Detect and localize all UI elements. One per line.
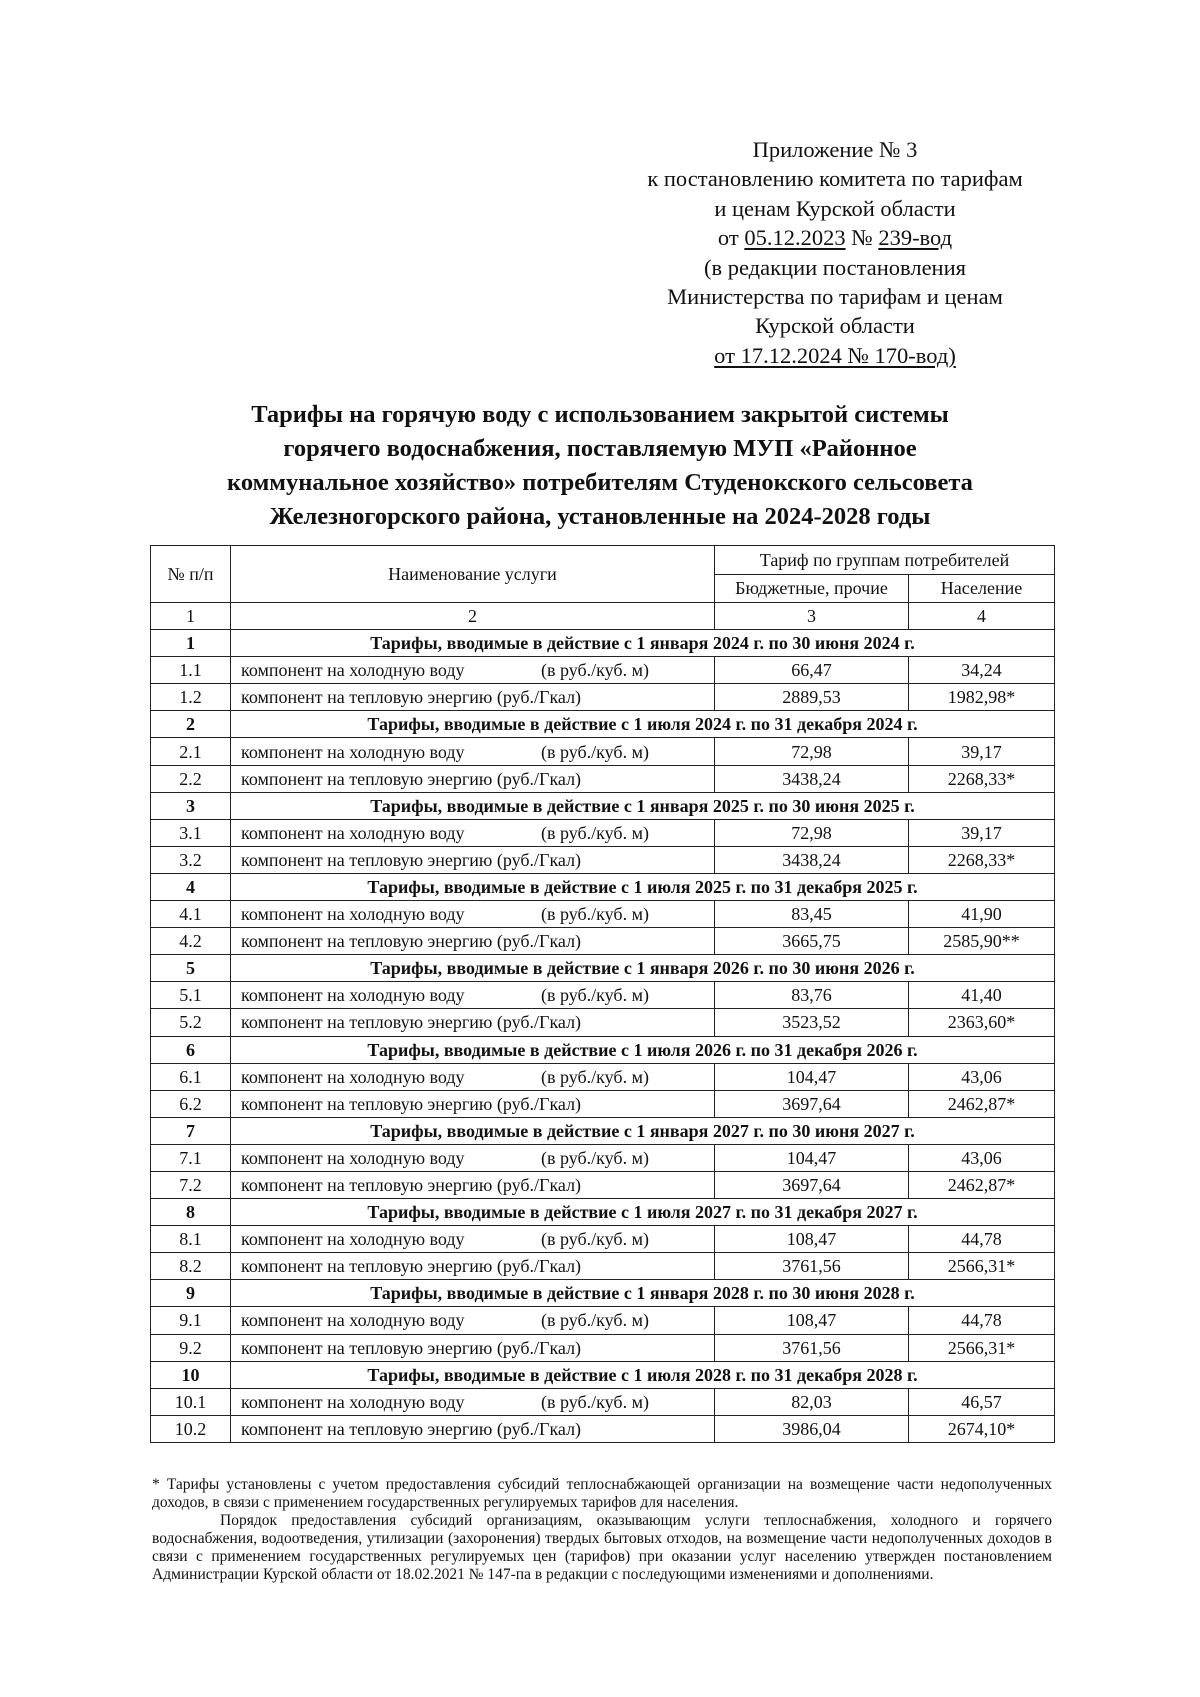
section-title: Тарифы, вводимые в действие с 1 января 2026 г. по 30 июня 2026 г. [231,955,1055,982]
row-number: 4.1 [151,901,231,928]
service-name [231,657,715,684]
section-title: Тарифы, вводимые в действие с 1 июля 2024 г. по 31 декабря 2024 г. [231,711,1055,738]
budget-tariff: 66,47 [715,657,909,684]
service-name [231,1090,715,1117]
service-name [231,1226,715,1253]
table-row [151,1415,1055,1442]
cold-water-component: компонент на холодную воду [241,985,465,1006]
cold-water-unit: (в руб./куб. м) [541,741,649,762]
header-tariff-group: Тариф по группам потребителей [715,546,1055,575]
footnote-subsidy: * Тарифы установлены с учетом предоставления субсидий теплоснабжающей организации на возмещение части недополученных доходов, в связи с применением государственных регулируемых тарифов для населения. [152,1476,1052,1511]
budget-tariff: 72,98 [715,738,909,765]
appendix-number-sign: № [845,225,879,251]
service-label [235,1173,710,1197]
cold-water-component: компонент на холодную воду [241,904,465,925]
cold-water-component: компонент на холодную воду [241,822,465,843]
cold-water-unit: (в руб./куб. м) [541,822,649,843]
budget-tariff: 104,47 [715,1144,909,1171]
table-row [151,846,1055,873]
table-header-row [151,546,1055,575]
population-tariff: 41,90 [909,901,1055,928]
service-label [235,1308,710,1332]
population-tariff: 2268,33* [909,765,1055,792]
budget-tariff: 3438,24 [715,846,909,873]
table-row [151,1307,1055,1334]
service-label [235,685,710,709]
row-number: 6.1 [151,1063,231,1090]
table-row [151,1144,1055,1171]
row-number: 1.1 [151,657,231,684]
title-line-2: горячего водоснабжения, поставляемую МУП «Районное [283,435,917,462]
table-row [151,819,1055,846]
table-row [151,1009,1055,1036]
section-number: 8 [151,1199,231,1226]
service-label [235,1010,710,1034]
row-number: 8.2 [151,1253,231,1280]
budget-tariff: 72,98 [715,819,909,846]
section-number: 9 [151,1280,231,1307]
budget-tariff: 3761,56 [715,1253,909,1280]
section-title: Тарифы, вводимые в действие с 1 июля 2026 г. по 31 декабря 2026 г. [231,1036,1055,1063]
budget-tariff: 3665,75 [715,928,909,955]
column-number: 4 [909,603,1055,630]
section-row [151,873,1055,900]
document-title [150,398,1050,534]
budget-tariff: 3438,24 [715,765,909,792]
column-number: 3 [715,603,909,630]
table-row [151,901,1055,928]
heat-energy-component: компонент на тепловую энергию (руб./Гкал) [241,768,582,789]
service-label [235,929,710,953]
budget-tariff: 3986,04 [715,1415,909,1442]
cold-water-unit: (в руб./куб. м) [541,1229,649,1250]
population-tariff: 2268,33* [909,846,1055,873]
service-name [231,1307,715,1334]
appendix-line-3: и ценам Курской области [714,195,956,221]
section-row [151,1036,1055,1063]
section-title: Тарифы, вводимые в действие с 1 января 2024 г. по 30 июня 2024 г. [231,630,1055,657]
budget-tariff: 104,47 [715,1063,909,1090]
section-number: 1 [151,630,231,657]
population-tariff: 2462,87* [909,1171,1055,1198]
service-label [235,1227,710,1251]
population-tariff: 2566,31* [909,1253,1055,1280]
section-number: 7 [151,1117,231,1144]
table-row [151,928,1055,955]
population-tariff: 46,57 [909,1388,1055,1415]
service-name [231,819,715,846]
section-row [151,1199,1055,1226]
appendix-line-1: Приложение № 3 [752,137,918,162]
section-number: 4 [151,873,231,900]
row-number: 5.2 [151,1009,231,1036]
row-number: 3.2 [151,846,231,873]
column-number: 1 [151,603,231,630]
row-number: 9.2 [151,1334,231,1361]
row-number: 2.1 [151,738,231,765]
cold-water-component: компонент на холодную воду [241,1066,465,1087]
population-tariff: 44,78 [909,1307,1055,1334]
row-number: 10.2 [151,1415,231,1442]
appendix-line-2: к постановлению комитета по тарифам [647,166,1023,192]
service-label [235,1146,710,1170]
section-title: Тарифы, вводимые в действие с 1 июля 2027 г. по 31 декабря 2027 г. [231,1199,1055,1226]
service-label [235,821,710,845]
appendix-header [600,135,1070,370]
service-label [235,983,710,1007]
section-row [151,711,1055,738]
cold-water-component: компонент на холодную воду [241,1310,465,1331]
population-tariff: 1982,98* [909,684,1055,711]
row-number: 1.2 [151,684,231,711]
cold-water-unit: (в руб./куб. м) [541,1066,649,1087]
service-label [235,767,710,791]
population-tariff: 39,17 [909,819,1055,846]
budget-tariff: 3697,64 [715,1171,909,1198]
row-number: 7.1 [151,1144,231,1171]
service-label [235,1390,710,1414]
row-number: 3.1 [151,819,231,846]
section-number: 3 [151,792,231,819]
appendix-date: 05.12.2023 [744,225,846,251]
section-title: Тарифы, вводимые в действие с 1 января 2028 г. по 30 июня 2028 г. [231,1280,1055,1307]
table-row [151,765,1055,792]
service-label [235,658,710,682]
cold-water-component: компонент на холодную воду [241,1229,465,1250]
population-tariff: 43,06 [909,1144,1055,1171]
appendix-line-8: от 17.12.2024 № 170-вод) [714,342,956,368]
service-name [231,982,715,1009]
appendix-number: 239-вод [878,225,953,251]
column-number-row [151,603,1055,630]
population-tariff: 41,40 [909,982,1055,1009]
cold-water-unit: (в руб./куб. м) [541,1310,649,1331]
service-label [235,1065,710,1089]
cold-water-component: компонент на холодную воду [241,1391,465,1412]
section-title: Тарифы, вводимые в действие с 1 июля 2025 г. по 31 декабря 2025 г. [231,873,1055,900]
population-tariff: 39,17 [909,738,1055,765]
title-line-1: Тарифы на горячую воду с использованием закрытой системы [251,401,949,428]
service-label [235,1336,710,1360]
service-label [235,1254,710,1278]
population-tariff: 34,24 [909,657,1055,684]
cold-water-unit: (в руб./куб. м) [541,1147,649,1168]
service-name [231,928,715,955]
cold-water-component: компонент на холодную воду [241,660,465,681]
heat-energy-component: компонент на тепловую энергию (руб./Гкал) [241,849,582,870]
service-name [231,1388,715,1415]
table-row [151,982,1055,1009]
section-number: 10 [151,1361,231,1388]
service-label [235,848,710,872]
budget-tariff: 83,76 [715,982,909,1009]
cold-water-unit: (в руб./куб. м) [541,660,649,681]
row-number: 8.1 [151,1226,231,1253]
heat-energy-component: компонент на тепловую энергию (руб./Гкал) [241,687,582,708]
service-name [231,1253,715,1280]
service-name [231,738,715,765]
footnote [152,1476,1052,1584]
budget-tariff: 82,03 [715,1388,909,1415]
service-label [235,740,710,764]
cold-water-component: компонент на холодную воду [241,1147,465,1168]
budget-tariff: 108,47 [715,1226,909,1253]
budget-tariff: 108,47 [715,1307,909,1334]
budget-tariff: 3697,64 [715,1090,909,1117]
table-row [151,1171,1055,1198]
service-name [231,1009,715,1036]
population-tariff: 2674,10* [909,1415,1055,1442]
row-number: 9.1 [151,1307,231,1334]
row-number: 5.1 [151,982,231,1009]
appendix-line-5: (в редакции постановления [704,254,966,280]
heat-energy-component: компонент на тепловую энергию (руб./Гкал) [241,931,582,952]
table-row [151,1226,1055,1253]
section-title: Тарифы, вводимые в действие с 1 января 2025 г. по 30 июня 2025 г. [231,792,1055,819]
budget-tariff: 3523,52 [715,1009,909,1036]
service-name [231,1415,715,1442]
table-row [151,1253,1055,1280]
row-number: 2.2 [151,765,231,792]
section-title: Тарифы, вводимые в действие с 1 января 2027 г. по 30 июня 2027 г. [231,1117,1055,1144]
row-number: 10.1 [151,1388,231,1415]
population-tariff: 44,78 [909,1226,1055,1253]
service-label [235,1092,710,1116]
table-row [151,738,1055,765]
service-label [235,1417,710,1441]
section-row [151,1117,1055,1144]
table-row [151,1388,1055,1415]
service-name [231,1334,715,1361]
table-row [151,684,1055,711]
cold-water-unit: (в руб./куб. м) [541,985,649,1006]
service-name [231,684,715,711]
cold-water-unit: (в руб./куб. м) [541,904,649,925]
appendix-date-prefix: от [717,225,745,251]
header-num: № п/п [151,546,231,603]
heat-energy-component: компонент на тепловую энергию (руб./Гкал) [241,1418,582,1439]
header-budget: Бюджетные, прочие [715,574,909,603]
cold-water-unit: (в руб./куб. м) [541,1391,649,1412]
population-tariff: 2462,87* [909,1090,1055,1117]
appendix-line-7: Курской области [755,313,915,339]
section-row [151,1280,1055,1307]
row-number: 7.2 [151,1171,231,1198]
section-row [151,630,1055,657]
service-name [231,1063,715,1090]
appendix-line-4 [600,223,1070,252]
cold-water-component: компонент на холодную воду [241,741,465,762]
footnote-procedure: Порядок предоставления субсидий организациям, оказывающим услуги теплоснабжения, холодного и горячего водоснабжения, водоотведения, утилизации (захоронения) твердых бытовых отходов, на возмещение части недополученных доходов в связи с применением государственных регулируемых цен (тарифов) при оказании услуг населению утвержден постановлением Администрации Курской области от 18.02.2021 № 147-па в редакции с последующими изменениями и дополнениями. [152,1512,1052,1583]
service-name [231,901,715,928]
row-number: 6.2 [151,1090,231,1117]
table-row [151,1063,1055,1090]
service-label [235,902,710,926]
table-row [151,1334,1055,1361]
table-row [151,657,1055,684]
section-row [151,955,1055,982]
heat-energy-component: компонент на тепловую энергию (руб./Гкал) [241,1256,582,1277]
header-service: Наименование услуги [231,546,715,603]
tariff-table [150,545,1055,1443]
section-number: 6 [151,1036,231,1063]
service-name [231,846,715,873]
service-name [231,1144,715,1171]
budget-tariff: 3761,56 [715,1334,909,1361]
section-number: 2 [151,711,231,738]
service-name [231,1171,715,1198]
row-number: 4.2 [151,928,231,955]
population-tariff: 43,06 [909,1063,1055,1090]
budget-tariff: 83,45 [715,901,909,928]
budget-tariff: 2889,53 [715,684,909,711]
heat-energy-component: компонент на тепловую энергию (руб./Гкал) [241,1012,582,1033]
appendix-line-6: Министерства по тарифам и ценам [667,284,1003,310]
service-name [231,765,715,792]
table-row [151,1090,1055,1117]
section-title: Тарифы, вводимые в действие с 1 июля 2028 г. по 31 декабря 2028 г. [231,1361,1055,1388]
title-line-4: Железногорского района, установленные на 2024-2028 годы [269,503,931,530]
column-number: 2 [231,603,715,630]
heat-energy-component: компонент на тепловую энергию (руб./Гкал) [241,1337,582,1358]
population-tariff: 2566,31* [909,1334,1055,1361]
title-line-3: коммунальное хозяйство» потребителям Студенокского сельсовета [227,469,973,496]
section-number: 5 [151,955,231,982]
heat-energy-component: компонент на тепловую энергию (руб./Гкал) [241,1175,582,1196]
header-population: Население [909,574,1055,603]
heat-energy-component: компонент на тепловую энергию (руб./Гкал) [241,1093,582,1114]
section-row [151,792,1055,819]
section-row [151,1361,1055,1388]
population-tariff: 2585,90** [909,928,1055,955]
population-tariff: 2363,60* [909,1009,1055,1036]
